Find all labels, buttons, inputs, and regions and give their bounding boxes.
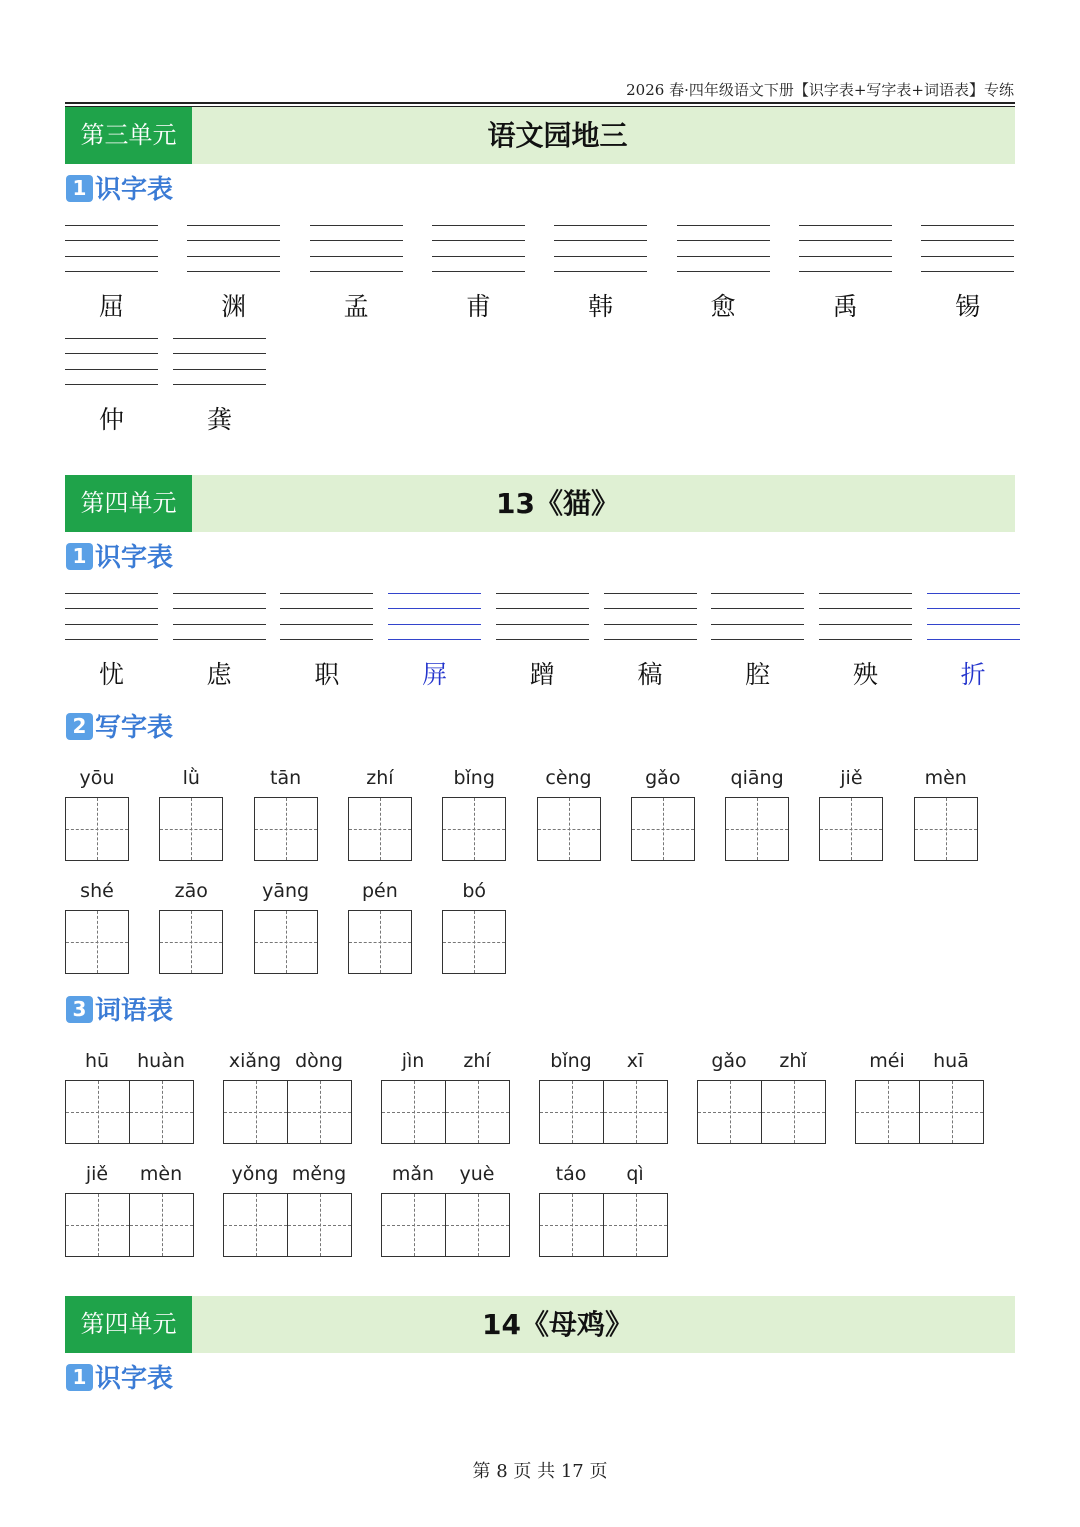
pinyin-label: zāo — [174, 880, 208, 902]
unit-banner — [65, 1296, 1015, 1353]
section-writing-header — [66, 712, 173, 744]
pinyin-label: jiě — [840, 767, 863, 789]
pinyin-label: yōu — [79, 767, 115, 789]
recognition-char: 甫 — [465, 292, 491, 321]
section-recognition-header — [66, 1363, 173, 1395]
pinyin-label: méi — [869, 1050, 905, 1072]
tianzige-box — [631, 797, 695, 861]
pinyin-label: mèn — [924, 767, 967, 789]
recognition-char: 腔 — [745, 660, 771, 689]
pinyin-writing-lines — [799, 225, 892, 273]
recognition-char: 职 — [314, 660, 340, 689]
pinyin-label: yǒng — [231, 1163, 279, 1185]
pinyin-label: táo — [555, 1163, 587, 1185]
pinyin-writing-lines — [173, 338, 266, 386]
tianzige-box — [159, 910, 223, 974]
pinyin-writing-lines — [65, 593, 158, 641]
pinyin-writing-lines — [496, 593, 589, 641]
unit-label: 第三单元 — [65, 107, 192, 164]
word-tianzige-box — [223, 1193, 352, 1257]
tianzige-box — [65, 797, 129, 861]
recognition-char: 仲 — [98, 405, 124, 434]
pinyin-writing-lines — [711, 593, 804, 641]
tianzige-box — [348, 797, 412, 861]
word-tianzige-box — [697, 1080, 826, 1144]
pinyin-label: lǜ — [182, 767, 200, 789]
section-label: 识字表 — [95, 543, 174, 573]
pinyin-label: měng — [291, 1163, 347, 1185]
recognition-char: 蹭 — [529, 660, 555, 689]
header-rule-thick — [65, 102, 1015, 104]
pinyin-label: bǐng — [550, 1050, 592, 1072]
section-number-badge: 1 — [66, 543, 93, 570]
pinyin-label: xī — [626, 1050, 644, 1072]
pinyin-label: gǎo — [711, 1050, 747, 1072]
pinyin-label: hū — [84, 1050, 110, 1072]
tianzige-box — [442, 797, 506, 861]
section-recognition-header — [66, 174, 173, 206]
tianzige-box — [65, 910, 129, 974]
recognition-char: 锡 — [955, 292, 981, 321]
pinyin-label: xiǎng — [228, 1050, 282, 1072]
tianzige-box — [159, 797, 223, 861]
recognition-char: 稿 — [637, 660, 663, 689]
pinyin-label: zhǐ — [779, 1050, 807, 1072]
pinyin-label: dòng — [295, 1050, 343, 1072]
word-tianzige-box — [539, 1193, 668, 1257]
pinyin-label: gǎo — [645, 767, 681, 789]
pinyin-writing-lines — [65, 338, 158, 386]
pinyin-label: yuè — [459, 1163, 495, 1185]
section-label: 写字表 — [95, 713, 174, 743]
tianzige-box — [254, 910, 318, 974]
recognition-char: 屈 — [98, 292, 124, 321]
section-label: 识字表 — [95, 1364, 174, 1394]
section-words-header — [66, 995, 173, 1027]
tianzige-box — [725, 797, 789, 861]
pinyin-label: zhí — [366, 767, 394, 789]
pinyin-writing-lines — [65, 225, 158, 273]
recognition-char: 愈 — [710, 292, 736, 321]
pinyin-writing-lines — [921, 225, 1014, 273]
recognition-char: 韩 — [588, 292, 614, 321]
pinyin-label: qiāng — [730, 767, 784, 789]
unit-banner — [65, 475, 1015, 532]
recognition-char: 龚 — [206, 405, 232, 434]
pinyin-label: huā — [933, 1050, 969, 1072]
pinyin-writing-lines — [187, 225, 280, 273]
pinyin-writing-lines — [677, 225, 770, 273]
recognition-char: 虑 — [206, 660, 232, 689]
word-tianzige-box — [381, 1193, 510, 1257]
tianzige-box — [537, 797, 601, 861]
recognition-char: 忧 — [98, 660, 124, 689]
recognition-char: 屏 — [422, 660, 448, 689]
pinyin-label: shé — [80, 880, 114, 902]
pinyin-writing-lines — [819, 593, 912, 641]
lesson-title: 13《猫》 — [496, 487, 619, 520]
section-number-badge: 2 — [66, 713, 93, 740]
recognition-char: 殃 — [852, 660, 878, 689]
word-tianzige-box — [539, 1080, 668, 1144]
section-number-badge: 1 — [66, 175, 93, 202]
pinyin-label: huàn — [137, 1050, 185, 1072]
pinyin-writing-lines — [604, 593, 697, 641]
pinyin-label: bó — [462, 880, 487, 902]
word-tianzige-box — [223, 1080, 352, 1144]
pinyin-label: zhí — [463, 1050, 491, 1072]
tianzige-box — [254, 797, 318, 861]
section-number-badge: 1 — [66, 1364, 93, 1391]
word-tianzige-box — [65, 1193, 194, 1257]
word-tianzige-box — [65, 1080, 194, 1144]
recognition-char: 渊 — [221, 292, 247, 321]
word-tianzige-box — [381, 1080, 510, 1144]
pinyin-writing-lines — [280, 593, 373, 641]
tianzige-box — [348, 910, 412, 974]
section-recognition-header — [66, 542, 173, 574]
unit-label: 第四单元 — [65, 1296, 192, 1353]
unit-label: 第四单元 — [65, 475, 192, 532]
recognition-char: 折 — [960, 660, 986, 689]
pinyin-label: tān — [270, 767, 302, 789]
section-number-badge: 3 — [66, 996, 93, 1023]
pinyin-writing-lines — [554, 225, 647, 273]
pinyin-writing-lines — [388, 593, 481, 641]
lesson-title: 14《母鸡》 — [482, 1308, 633, 1341]
section-label: 词语表 — [95, 996, 174, 1026]
pinyin-label: bǐng — [453, 767, 495, 789]
pinyin-label: pén — [361, 880, 398, 902]
pinyin-label: jiě — [85, 1163, 109, 1185]
pinyin-writing-lines — [310, 225, 403, 273]
section-label: 识字表 — [95, 175, 174, 205]
pinyin-writing-lines — [173, 593, 266, 641]
pinyin-label: cèng — [545, 767, 592, 789]
pinyin-label: mèn — [139, 1163, 183, 1185]
pinyin-writing-lines — [927, 593, 1020, 641]
page-header: 2026 春·四年级语文下册【识字表+写字表+词语表】专练 — [626, 81, 1014, 99]
pinyin-label: jìn — [401, 1050, 425, 1072]
pinyin-label: qì — [626, 1163, 644, 1185]
pinyin-label: yāng — [262, 880, 310, 902]
unit-banner — [65, 107, 1015, 164]
page-footer: 第 8 页 共 17 页 — [472, 1461, 608, 1482]
tianzige-box — [819, 797, 883, 861]
tianzige-box — [914, 797, 978, 861]
word-tianzige-box — [855, 1080, 984, 1144]
recognition-char: 孟 — [343, 292, 369, 321]
pinyin-label: mǎn — [391, 1163, 435, 1185]
tianzige-box — [442, 910, 506, 974]
recognition-char: 禹 — [832, 292, 858, 321]
pinyin-writing-lines — [432, 225, 525, 273]
lesson-title: 语文园地三 — [487, 119, 628, 152]
